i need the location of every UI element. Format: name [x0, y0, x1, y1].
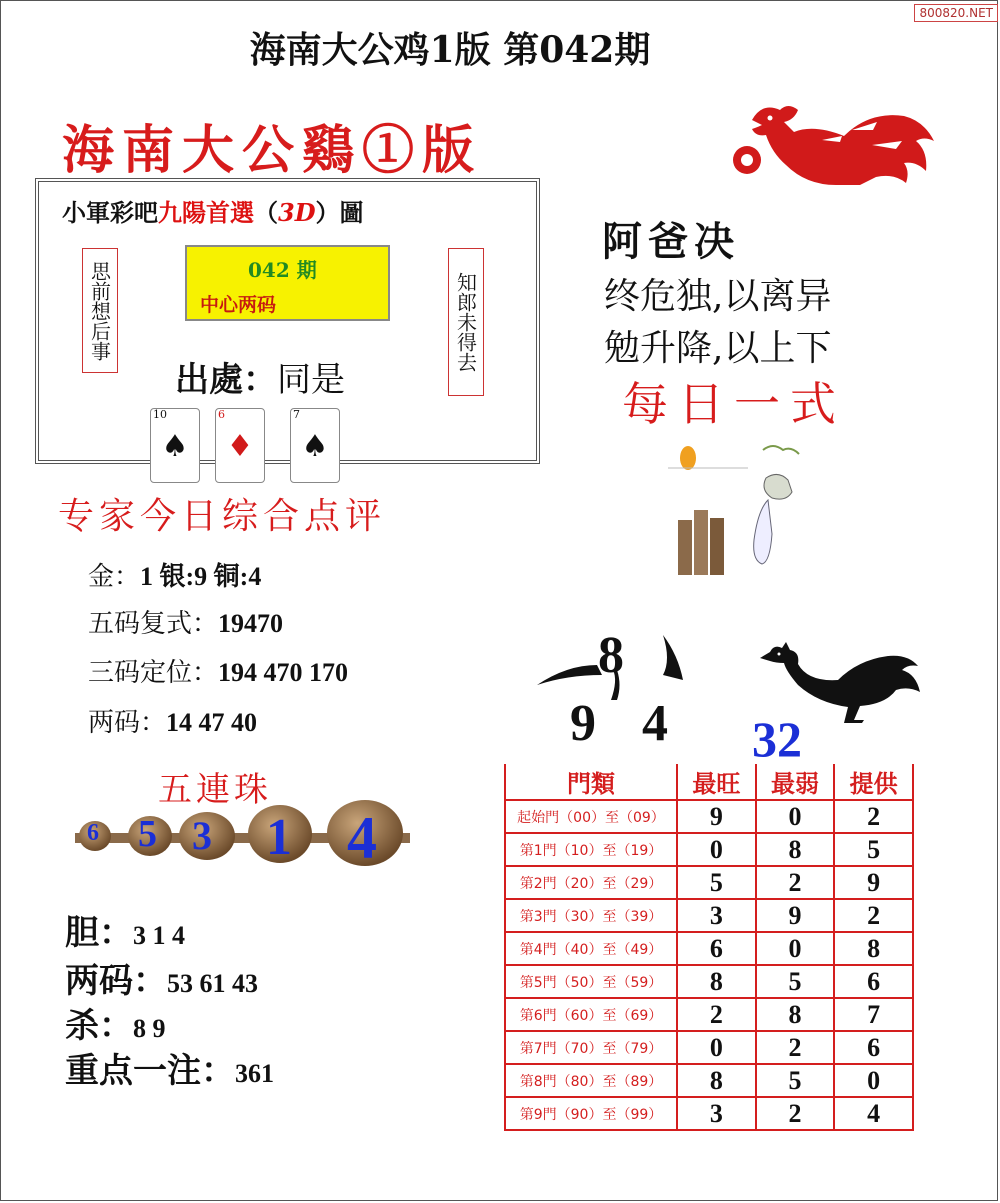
source-line [175, 352, 345, 401]
liangma-line [65, 953, 258, 1002]
daily-formula-title: 每日一式 [622, 377, 846, 431]
info-line-4 [88, 702, 257, 739]
door-value-cell: 5 [756, 1064, 835, 1097]
door-value-cell: 2 [834, 899, 913, 932]
door-value-cell: 0 [677, 833, 756, 866]
bead-number: 4 [347, 805, 377, 871]
table-header: 門類 [505, 764, 677, 800]
table-header: 最旺 [677, 764, 756, 800]
door-value-cell: 2 [756, 1097, 835, 1130]
door-value-cell: 3 [677, 899, 756, 932]
card-suit-icon: ♦ [226, 429, 254, 464]
door-range-cell: 起始門（00）至（09） [505, 800, 677, 833]
table-row [505, 899, 913, 932]
table-header-row [505, 764, 913, 800]
highlight-number: 32 [752, 711, 802, 767]
door-value-cell: 2 [677, 998, 756, 1031]
card-suit-icon: ♠ [161, 429, 189, 464]
info-label: 两码： [88, 708, 167, 738]
info-line-3 [88, 652, 348, 689]
source-value: 同是 [277, 360, 345, 400]
door-range-cell: 第2門（20）至（29） [505, 866, 677, 899]
box-title-red: 九陽首選 [158, 198, 254, 227]
box-title-paren-close: ）圖 [315, 198, 364, 227]
table-header: 最弱 [756, 764, 835, 800]
zhongdian-value: 361 [235, 1059, 274, 1088]
door-value-cell: 0 [756, 932, 835, 965]
door-value-cell: 2 [756, 866, 835, 899]
info-value: 19470 [218, 609, 284, 638]
door-value-cell: 0 [834, 1064, 913, 1097]
table-row [505, 932, 913, 965]
side-verse-right: 知郎未得去 [448, 248, 484, 396]
door-value-cell: 2 [834, 800, 913, 833]
door-value-cell: 6 [677, 932, 756, 965]
door-value-cell: 5 [677, 866, 756, 899]
verse-line-2: 勉升降,以上下 [604, 328, 832, 369]
door-value-cell: 8 [677, 1064, 756, 1097]
door-value-cell: 8 [756, 998, 835, 1031]
door-value-cell: 4 [834, 1097, 913, 1130]
door-value-cell: 0 [756, 800, 835, 833]
box-title [62, 193, 364, 228]
table-header: 提供 [834, 764, 913, 800]
info-value: 194 470 170 [218, 658, 349, 687]
door-range-cell: 第5門（50）至（59） [505, 965, 677, 998]
box-title-brand: 小軍彩吧 [62, 198, 158, 227]
door-value-cell: 9 [677, 800, 756, 833]
table-row [505, 1064, 913, 1097]
door-range-cell: 第4門（40）至（49） [505, 932, 677, 965]
door-range-cell: 第9門（90）至（99） [505, 1097, 677, 1130]
sha-line [65, 998, 166, 1047]
info-label: 金： [88, 562, 141, 592]
card-rank: 6 [218, 408, 225, 421]
table-row [505, 1097, 913, 1130]
door-value-cell: 3 [677, 1097, 756, 1130]
door-value-cell: 5 [834, 833, 913, 866]
triangle-right-number: 4 [642, 695, 668, 752]
table-row [505, 965, 913, 998]
triangle-left-number: 9 [570, 695, 596, 752]
source-label: 出處： [175, 360, 277, 400]
door-value-cell: 0 [677, 1031, 756, 1064]
bead-number: 5 [138, 813, 157, 855]
info-label: 三码定位： [88, 658, 219, 688]
table-row [505, 998, 913, 1031]
site-watermark: 800820.NET [914, 4, 998, 22]
door-value-cell: 5 [756, 965, 835, 998]
rooster-papercut-image [722, 100, 947, 185]
door-value-cell: 9 [756, 899, 835, 932]
bead-number: 6 [87, 820, 99, 846]
door-range-cell: 第6門（60）至（69） [505, 998, 677, 1031]
zhongdian-label: 重点一注： [65, 1051, 235, 1091]
five-beads-title: 五連珠 [158, 770, 272, 810]
sha-value: 8 9 [133, 1014, 166, 1043]
table-row [505, 800, 913, 833]
verse-line-1: 终危独,以离异 [604, 276, 832, 317]
door-value-cell: 2 [756, 1031, 835, 1064]
table-row [505, 833, 913, 866]
info-line-2 [88, 603, 283, 640]
dan-label: 胆： [65, 913, 133, 953]
page-title: 海南大公鸡1版 第042期 [249, 29, 651, 71]
info-value: 14 47 40 [166, 708, 258, 737]
issue-number: 042 期 [248, 258, 317, 282]
door-value-cell: 8 [677, 965, 756, 998]
info-label: 五码复式： [88, 609, 219, 639]
door-range-cell: 第7門（70）至（79） [505, 1031, 677, 1064]
bead-number: 1 [266, 809, 292, 866]
zhongdian-line [65, 1043, 274, 1092]
center-code-label: 中心两码 [200, 294, 277, 316]
sunrise-goose-illustration [668, 440, 813, 580]
door-value-cell: 8 [756, 833, 835, 866]
liangma-label: 两码： [65, 961, 167, 1001]
sha-label: 杀： [65, 1006, 133, 1046]
triangle-top-number: 8 [598, 627, 624, 684]
info-value: 1 银:9 铜:4 [140, 562, 262, 591]
card-suit-icon: ♠ [301, 429, 329, 464]
dan-value: 3 1 4 [133, 921, 185, 950]
door-value-cell: 6 [834, 965, 913, 998]
door-value-cell: 8 [834, 932, 913, 965]
box-title-3d: 3D [278, 198, 316, 227]
info-line-1 [88, 556, 261, 593]
table-row [505, 1031, 913, 1064]
card-rank: 10 [153, 408, 167, 421]
liangma-value: 53 61 43 [167, 969, 258, 998]
table-row [505, 866, 913, 899]
door-value-cell: 7 [834, 998, 913, 1031]
card-rank: 7 [293, 408, 300, 421]
door-value-cell: 6 [834, 1031, 913, 1064]
banner-title: 海南大公鷄①版 [62, 120, 483, 181]
door-range-cell: 第3門（30）至（39） [505, 899, 677, 932]
bead-number: 3 [192, 813, 212, 858]
verse-title: 阿爸决 [602, 218, 740, 265]
dan-line [65, 905, 185, 954]
door-range-cell: 第8門（80）至（89） [505, 1064, 677, 1097]
side-verse-left: 思前想后事 [82, 248, 118, 373]
door-range-cell: 第1門（10）至（19） [505, 833, 677, 866]
box-title-paren-open: （ [254, 198, 278, 227]
expert-review-title: 专家今日综合点评 [58, 496, 387, 537]
door-table [504, 764, 914, 1131]
door-value-cell: 9 [834, 866, 913, 899]
